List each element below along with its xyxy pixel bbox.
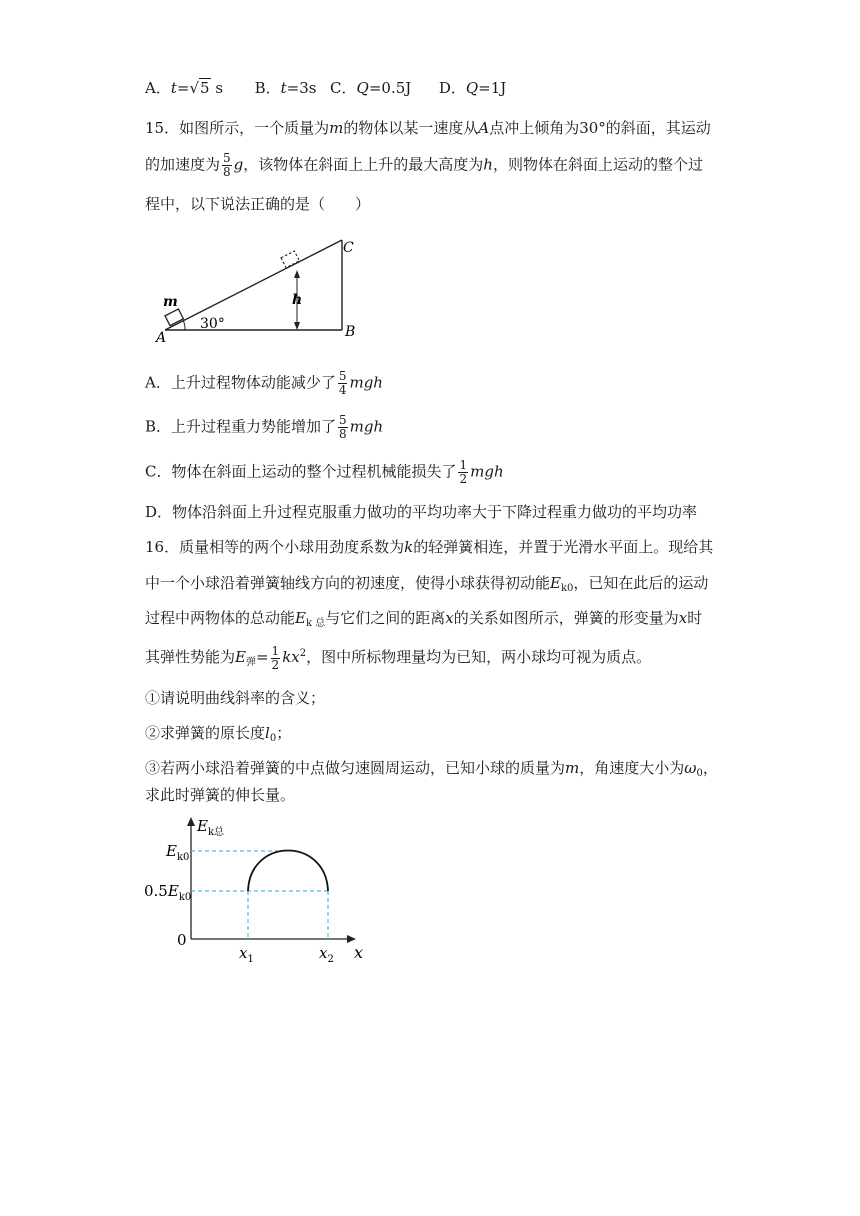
origin-label: 0: [177, 931, 187, 949]
height-arrow-head-bottom: [294, 322, 300, 330]
q16-stem-line2: 中一个小球沿着弹簧轴线方向的初速度，使得小球获得初动能$E_{k0}$，已知在此后的运动: [145, 574, 709, 594]
energy-distance-graph: [140, 812, 375, 962]
y-axis-arrow: [187, 817, 195, 826]
tick-ek0: $E_{k0}$: [166, 842, 190, 863]
incline-surface: [165, 240, 342, 330]
q16-stem-line3: 过程中两物体的总动能$E_{k 总}$与它们之间的距离x的关系如图所示，弹簧的形变量为x时: [145, 609, 703, 629]
x-axis-label: x: [354, 943, 364, 962]
incline-diagram: [145, 232, 370, 344]
label-h: h: [292, 292, 303, 308]
q15-stem-line3: 程中，以下说法正确的是（ ）: [145, 195, 371, 213]
tick-half-ek0: $0.5E_{k0}$: [144, 882, 192, 903]
q15-option-b: B．上升过程重力势能增加了 $\frac{5}{8}$ mgh: [145, 413, 384, 441]
q15-stem-line1: 15．如图所示，一个质量为m的物体以某一速度从A点冲上倾角为30°的斜面，其运动: [145, 119, 711, 137]
q16-subquestion-1: ①请说明曲线斜率的含义；: [145, 689, 326, 707]
q16-subquestion-3: ③若两小球沿着弹簧的中点做匀速圆周运动，已知小球的质量为m，角速度大小为$\omega_0$，: [145, 759, 718, 779]
tick-x1: $x_1$: [239, 944, 254, 962]
q14-option-d: D．Q=1J: [438, 79, 507, 97]
y-axis-label: $E_{k总}$: [197, 817, 225, 838]
q16-stem-line4: 其弹性势能为$E_弹=$ $\frac{1}{2}$ $kx^2$，图中所标物理量均为已知，两小球均可视为质点。: [145, 643, 652, 672]
q15-option-a: A．上升过程物体动能减少了 $\frac{5}{4}$ mgh: [145, 369, 383, 397]
q16-subquestion-3-cont: 求此时弹簧的伸长量。: [145, 786, 296, 804]
label-C: C: [343, 240, 354, 256]
q16-stem-line1: 16．质量相等的两个小球用劲度系数为k的轻弹簧相连，并置于光滑水平面上。现给其: [145, 538, 714, 556]
x-axis-arrow: [347, 935, 356, 943]
q14-option-a: A．t=√5 s: [145, 79, 224, 97]
block-top-dashed: [281, 251, 299, 268]
q14-option-c: C．Q=0.5J: [330, 79, 412, 97]
label-B: B: [345, 324, 356, 340]
q16-subquestion-2: ②求弹簧的原长度$l_0$；: [145, 724, 292, 744]
label-angle: 30°: [200, 316, 225, 332]
label-A: A: [156, 330, 167, 344]
q15-option-d: D．物体沿斜面上升过程克服重力做功的平均功率大于下降过程重力做功的平均功率: [145, 503, 698, 521]
energy-curve: [248, 851, 328, 892]
angle-arc: [183, 320, 185, 330]
tick-x2: $x_2$: [319, 944, 334, 962]
q14-option-b: B．t=3s: [254, 79, 317, 97]
q15-stem-line2: 的加速度为 $\frac{5}{8}$ g，该物体在斜面上上升的最大高度为h，则物体在斜面上运动的整个过: [145, 151, 703, 179]
q15-option-c: C．物体在斜面上运动的整个过程机械能损失了 $\frac{1}{2}$ mgh: [145, 458, 504, 486]
block-mass: [165, 309, 183, 326]
q14-options: [145, 78, 506, 98]
label-m: m: [163, 294, 178, 310]
height-arrow-head-top: [294, 270, 300, 278]
